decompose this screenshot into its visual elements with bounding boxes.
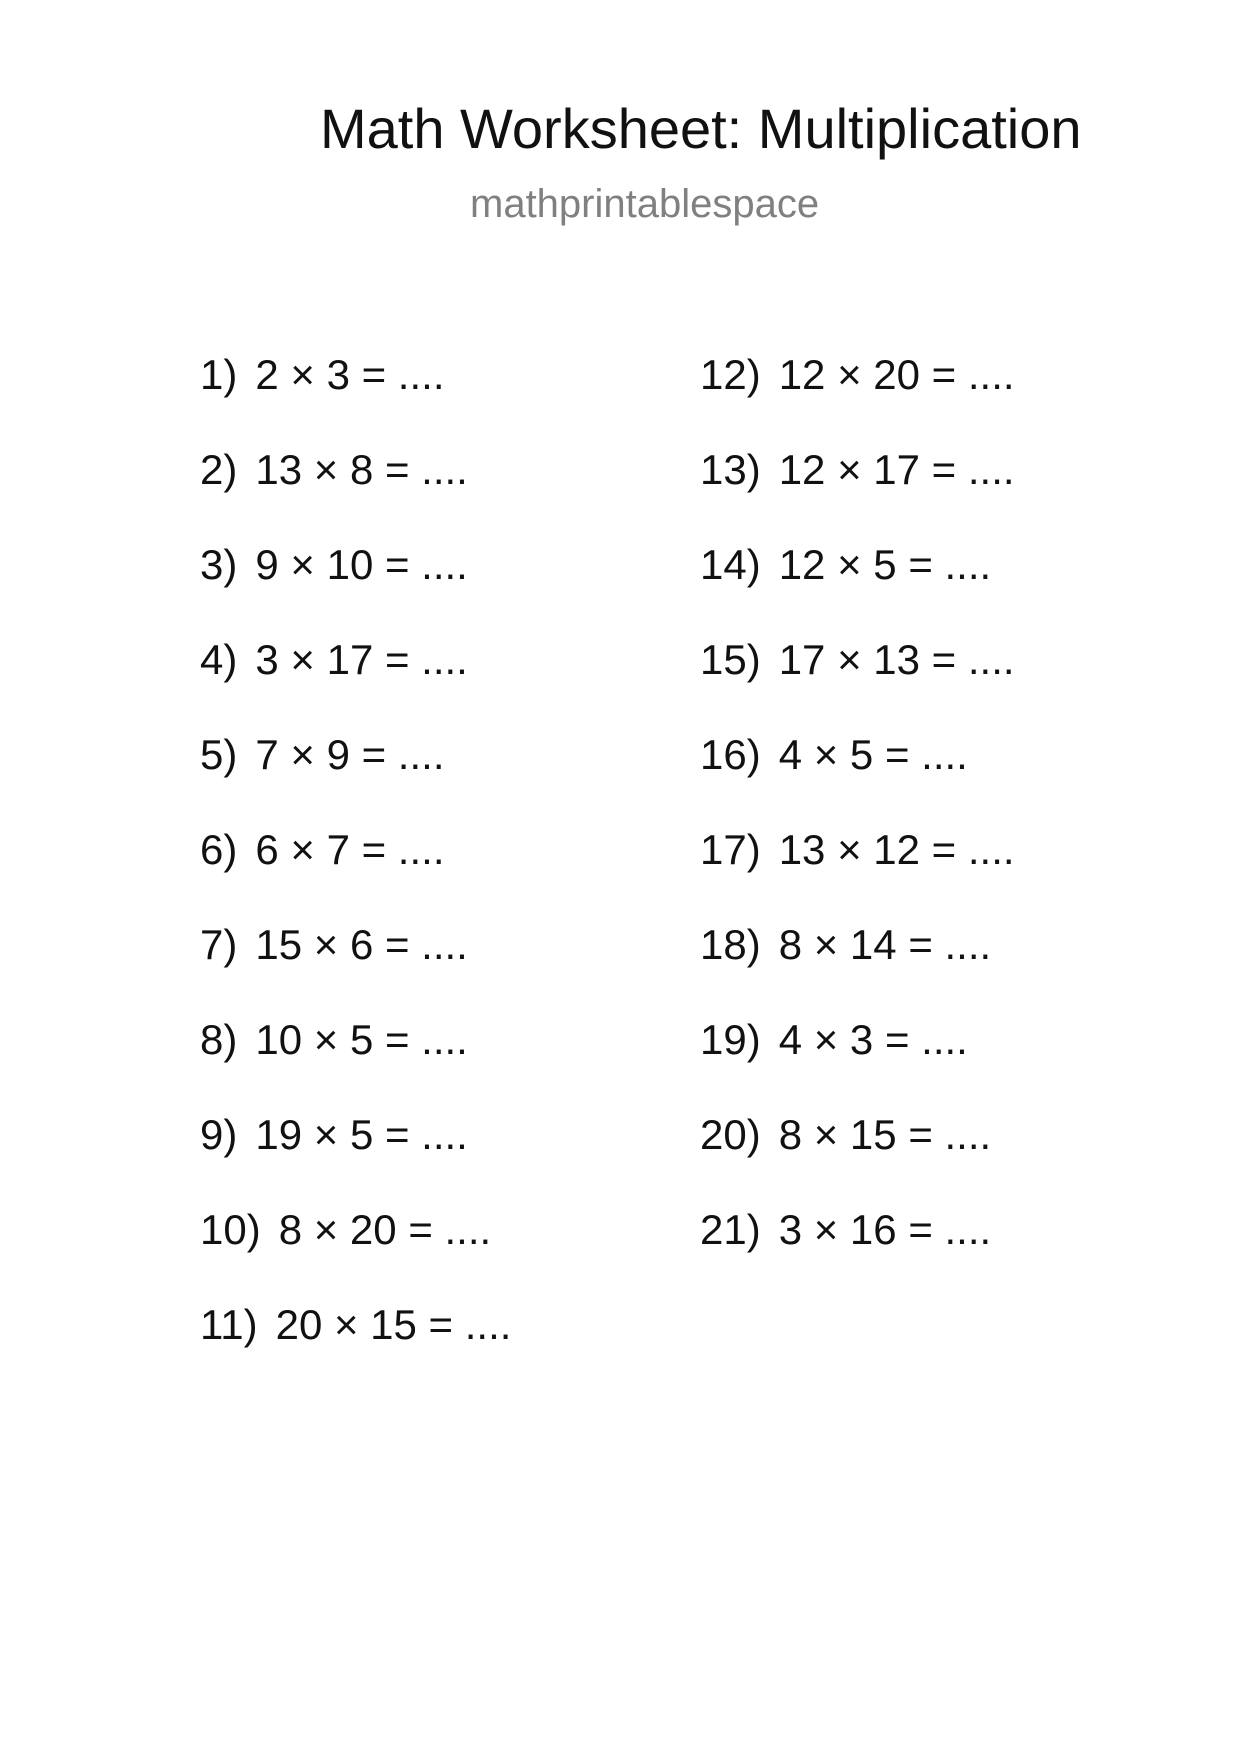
problem-number: 19)	[700, 1016, 761, 1063]
problem-expression: 3 × 17 = ....	[255, 636, 468, 683]
problem-expression: 12 × 20 = ....	[778, 351, 1015, 398]
problem-item	[700, 1110, 1015, 1205]
problem-number: 18)	[700, 921, 761, 968]
page-subtitle: mathprintablespace	[470, 182, 820, 226]
problem-number: 13)	[700, 446, 761, 493]
problem-number: 10)	[200, 1206, 261, 1253]
problem-expression: 8 × 20 = ....	[278, 1206, 492, 1253]
problem-expression: 7 × 9 = ....	[255, 731, 445, 778]
problem-item	[700, 350, 1015, 445]
problem-number: 7)	[200, 921, 238, 968]
problem-expression: 4 × 5 = ....	[778, 731, 968, 778]
problem-column-left	[200, 350, 511, 1395]
problem-item	[200, 1110, 511, 1205]
problem-item	[700, 730, 1015, 825]
problem-item	[200, 350, 511, 445]
problem-column-right	[700, 350, 1015, 1300]
problem-item	[200, 1205, 511, 1300]
problem-item	[200, 1015, 511, 1110]
problem-expression: 19 × 5 = ....	[255, 1111, 468, 1158]
problem-item	[200, 445, 511, 540]
problem-expression: 8 × 15 = ....	[778, 1111, 992, 1158]
problem-number: 17)	[700, 826, 761, 873]
problem-number: 5)	[200, 731, 238, 778]
problem-expression: 15 × 6 = ....	[255, 921, 468, 968]
problem-item	[700, 445, 1015, 540]
problem-item	[200, 730, 511, 825]
problem-item	[700, 920, 1015, 1015]
problem-item	[200, 1300, 511, 1395]
problem-item	[700, 540, 1015, 635]
page-title: Math Worksheet: Multiplication	[320, 97, 1082, 160]
problem-item	[700, 1015, 1015, 1110]
problem-number: 4)	[200, 636, 238, 683]
problem-item	[200, 825, 511, 920]
problem-expression: 3 × 16 = ....	[778, 1206, 992, 1253]
problem-item	[700, 825, 1015, 920]
problem-number: 2)	[200, 446, 238, 493]
problem-expression: 13 × 8 = ....	[255, 446, 468, 493]
problem-number: 12)	[700, 351, 761, 398]
problem-expression: 17 × 13 = ....	[778, 636, 1015, 683]
problem-number: 15)	[700, 636, 761, 683]
problem-expression: 4 × 3 = ....	[778, 1016, 968, 1063]
problem-number: 6)	[200, 826, 238, 873]
problem-number: 8)	[200, 1016, 238, 1063]
problem-expression: 12 × 17 = ....	[778, 446, 1015, 493]
problem-expression: 10 × 5 = ....	[255, 1016, 468, 1063]
problem-number: 16)	[700, 731, 761, 778]
problem-number: 14)	[700, 541, 761, 588]
problem-item	[200, 920, 511, 1015]
problem-number: 20)	[700, 1111, 761, 1158]
problem-expression: 6 × 7 = ....	[255, 826, 445, 873]
problem-expression: 2 × 3 = ....	[255, 351, 445, 398]
problem-expression: 8 × 14 = ....	[778, 921, 992, 968]
problem-item	[700, 1205, 1015, 1300]
problem-expression: 20 × 15 = ....	[275, 1301, 512, 1348]
problem-number: 3)	[200, 541, 238, 588]
problem-item	[700, 635, 1015, 730]
problem-number: 21)	[700, 1206, 761, 1253]
problem-item	[200, 540, 511, 635]
problem-expression: 13 × 12 = ....	[778, 826, 1015, 873]
problem-number: 11)	[200, 1301, 258, 1348]
problem-expression: 9 × 10 = ....	[255, 541, 468, 588]
problem-item	[200, 635, 511, 730]
problem-number: 1)	[200, 351, 238, 398]
problem-number: 9)	[200, 1111, 238, 1158]
problem-expression: 12 × 5 = ....	[778, 541, 992, 588]
